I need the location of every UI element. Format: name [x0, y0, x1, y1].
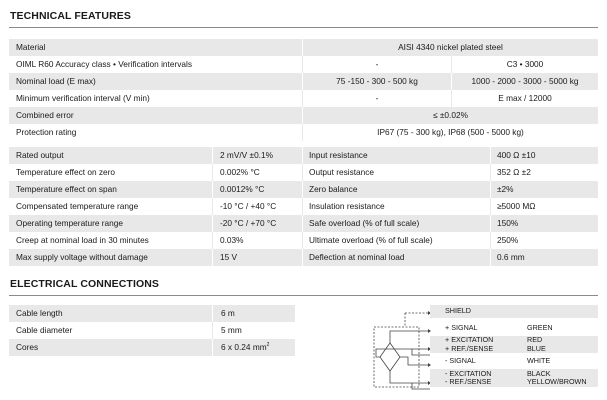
cable-enclosure: [374, 327, 419, 387]
spec-right-value: ±2%: [497, 184, 514, 194]
spec-row: [9, 181, 598, 198]
column-separator: [212, 322, 213, 339]
column-separator: [302, 215, 303, 232]
spec-right-label: Deflection at nominal load: [309, 252, 405, 262]
wire-signal-label: + REF./SENSE: [445, 343, 494, 353]
spec-right-label: Insulation resistance: [309, 201, 385, 211]
column-separator: [212, 181, 213, 198]
spec-right-label: Ultimate overload (% of full scale): [309, 235, 433, 245]
protection-row: [9, 124, 598, 141]
oiml-value-a: -: [375, 59, 379, 69]
column-separator: [490, 164, 491, 181]
column-separator: [490, 181, 491, 198]
wire-color-label: RED: [527, 335, 543, 344]
spec-row: [9, 232, 598, 249]
column-separator: [212, 305, 213, 322]
column-separator: [490, 215, 491, 232]
column-separator: [212, 249, 213, 266]
cable-diameter-label: Cable diameter: [16, 325, 73, 335]
spec-left-label: Rated output: [16, 150, 64, 160]
spec-row: [9, 249, 598, 266]
plus-sense-wire: [412, 349, 430, 355]
spec-row: [9, 147, 598, 164]
column-separator: [212, 339, 213, 356]
spec-left-label: Operating temperature range: [16, 218, 124, 228]
electrical-connections-title: ELECTRICAL CONNECTIONS: [10, 278, 160, 290]
spec-row: [9, 215, 598, 232]
section-divider: [9, 27, 598, 28]
column-separator: [212, 198, 213, 215]
spec-right-value: ≥5000 MΩ: [497, 201, 536, 211]
protection-label: Protection rating: [16, 127, 77, 137]
min-verification-row: [9, 90, 598, 107]
wire-signal-label: + EXCITATION: [445, 335, 494, 344]
wire-signal-label: + SIGNAL: [445, 322, 478, 332]
cable-diameter-value: 5 mm: [221, 325, 242, 335]
min-verification-value-b: E max / 12000: [498, 93, 552, 103]
spec-row: [9, 164, 598, 181]
spec-left-value: -10 °C / +40 °C: [220, 201, 277, 211]
min-verification-value-a: -: [375, 93, 379, 103]
column-separator: [490, 249, 491, 266]
cable-diameter-row: [9, 322, 295, 339]
spec-left-value: -20 °C / +70 °C: [220, 218, 277, 228]
cable-length-value: 6 m: [221, 308, 235, 318]
oiml-row: [9, 56, 598, 73]
spec-left-label: Temperature effect on span: [16, 184, 117, 194]
plus-excitation-wire: [376, 349, 430, 357]
nominal-load-value-b: 1000 - 2000 - 3000 - 5000 kg: [471, 76, 579, 86]
nominal-load-label: Nominal load (E max): [16, 76, 96, 86]
column-separator: [212, 232, 213, 249]
spec-right-label: Input resistance: [309, 150, 368, 160]
combined-error-row: [9, 107, 598, 124]
spec-left-label: Max supply voltage without damage: [16, 252, 148, 262]
wire-color-label: BLUE: [527, 343, 546, 353]
spec-right-value: 0.6 mm: [497, 252, 525, 262]
column-separator: [302, 164, 303, 181]
section-divider: [9, 295, 598, 296]
technical-features-title: TECHNICAL FEATURES: [10, 10, 131, 22]
column-separator: [212, 147, 213, 164]
minus-sense-wire: [412, 383, 430, 389]
nominal-load-value-a: 75 -150 - 300 - 500 kg: [336, 76, 418, 86]
wiring-row: [430, 369, 598, 387]
min-verification-label: Minimum verification interval (V min): [16, 93, 150, 103]
material-row: [9, 39, 598, 56]
minus-excitation-wire: [390, 371, 430, 383]
cores-row: [9, 339, 295, 356]
cores-value: 6 x 0.24 $mm^2$: [221, 342, 270, 352]
wiring-row: [430, 321, 598, 335]
wire-signal-label: - EXCITATION: [445, 368, 492, 378]
spec-left-value: 2 mV/V ±0.1%: [220, 150, 273, 160]
combined-error-label: Combined error: [16, 110, 74, 120]
column-separator: [302, 181, 303, 198]
spec-right-label: Output resistance: [309, 167, 375, 177]
protection-value: IP67 (75 - 300 kg), IP68 (500 - 5000 kg): [377, 127, 524, 137]
material-label: Material: [16, 42, 46, 52]
spec-right-label: Safe overload (% of full scale): [309, 218, 420, 228]
minus-signal-wire: [400, 357, 430, 365]
column-separator: [490, 198, 491, 215]
column-separator: [302, 232, 303, 249]
nominal-load-row: [9, 73, 598, 90]
spec-left-label: Compensated temperature range: [16, 201, 139, 211]
wire-signal-label: - REF./SENSE: [445, 377, 492, 386]
spec-row: [9, 198, 598, 215]
wire-signal-label: SHIELD: [445, 306, 471, 316]
plus-signal-wire: [390, 331, 430, 343]
bridge-diamond: [380, 343, 400, 371]
cable-length-label: Cable length: [16, 308, 63, 318]
column-separator: [302, 147, 303, 164]
combined-error-value: ≤ ±0.02%: [433, 110, 468, 120]
column-separator: [490, 147, 491, 164]
wire-color-label: BLACK: [527, 368, 551, 378]
spec-left-label: Creep at nominal load in 30 minutes: [16, 235, 149, 245]
wiring-diagram: [368, 303, 432, 397]
cores-unit-superscript: 2: [266, 342, 270, 349]
spec-left-value: 0.03%: [220, 235, 244, 245]
column-separator: [212, 215, 213, 232]
cable-length-row: [9, 305, 295, 322]
wire-signal-label: - SIGNAL: [445, 355, 476, 365]
column-separator: [302, 249, 303, 266]
spec-right-label: Zero balance: [309, 184, 358, 194]
cores-label: Cores: [16, 342, 39, 352]
column-separator: [212, 164, 213, 181]
spec-left-value: 0.002% °C: [220, 167, 260, 177]
spec-right-value: 400 Ω ±10: [497, 150, 536, 160]
spec-right-value: 250%: [497, 235, 519, 245]
column-separator: [490, 232, 491, 249]
spec-left-label: Temperature effect on zero: [16, 167, 116, 177]
wiring-row: [430, 336, 598, 353]
column-separator: [302, 198, 303, 215]
spec-right-value: 150%: [497, 218, 519, 228]
oiml-label: OIML R60 Accuracy class • Verification intervals: [16, 59, 192, 69]
wiring-row: [430, 354, 598, 368]
wire-color-label: GREEN: [527, 322, 553, 332]
material-value: AISI 4340 nickel plated steel: [398, 42, 503, 52]
oiml-value-b: C3 • 3000: [506, 59, 544, 69]
spec-left-value: 0.0012% °C: [220, 184, 265, 194]
wire-color-label: YELLOW/BROWN: [527, 377, 587, 386]
wire-color-label: WHITE: [527, 355, 551, 365]
spec-right-value: 352 Ω ±2: [497, 167, 531, 177]
spec-left-value: 15 V: [220, 252, 238, 262]
wiring-row: [430, 305, 598, 318]
